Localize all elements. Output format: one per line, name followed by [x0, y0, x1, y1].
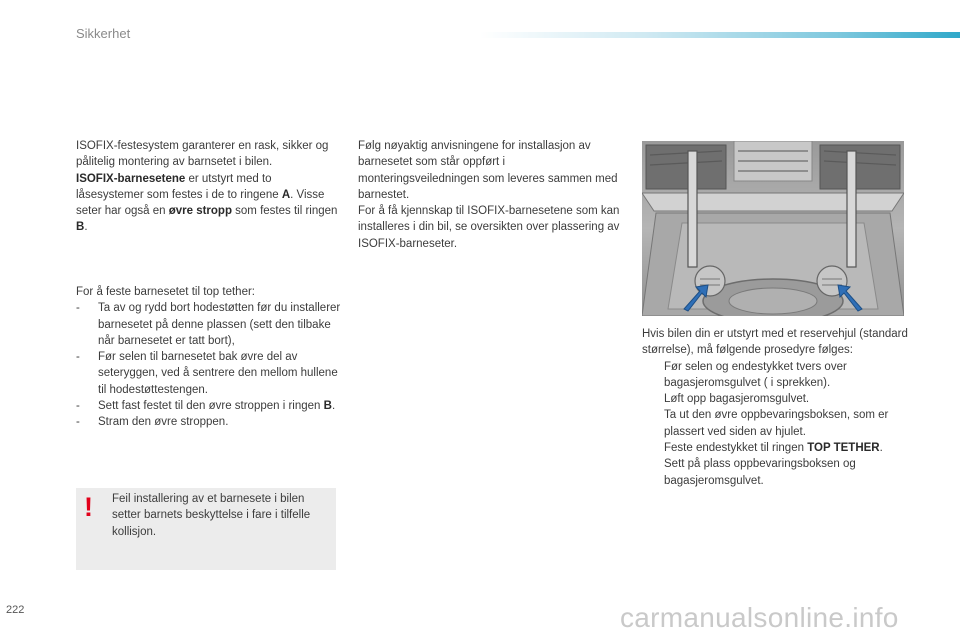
list-item: - Ta av og rydd bort hodestøtten før du installerer barnesetet på denne plassen (sett den tilbake når barnesetet er tatt bort),: [76, 302, 341, 347]
list-item: Feste endestykket til ringen TOP TETHER.: [664, 442, 883, 455]
ring-a-label: A: [281, 188, 291, 201]
list-item: - Før selen til barnesetet bak øvre del av seteryggen, ved å sentrere den mellom hullene til hodestøttestengen.: [76, 351, 338, 396]
page-number: 222: [6, 604, 25, 616]
trunk-isofix-photo: [642, 141, 904, 316]
warning-text: Feil installering av et barnesete i bilen setter barnets beskyttelse i fare i tilfelle kollisjon.: [112, 493, 311, 538]
list-item: Før selen og endestykket tvers over bagasjeromsgulvet ( i sprekken).: [664, 360, 847, 389]
spare-wheel-procedure: [642, 326, 910, 489]
top-tether-procedure: [76, 284, 344, 431]
list-item: - Sett fast festet til den øvre stroppen i ringen B.: [76, 400, 336, 413]
upper-strap-term: øvre stropp: [168, 205, 232, 218]
spare-intro: Hvis bilen din er utstyrt med et reservehjul (standard størrelse), må følgende prosedyre følges:: [642, 328, 908, 357]
list-item: Sett på plass oppbevaringsboksen og bagasjeromsgulvet.: [664, 458, 856, 487]
list-item: - Stram den øvre stroppen.: [76, 416, 229, 429]
isofix-seats-term: ISOFIX-barnesetene: [76, 172, 186, 185]
install-paragraph-2: For å få kjennskap til ISOFIX-barnesetene som kan installeres i din bil, se oversikten over plassering av ISOFIX-barneseter.: [358, 205, 620, 250]
list-item: Ta ut den øvre oppbevaringsboksen, som er plassert ved siden av hjulet.: [664, 409, 889, 438]
isofix-intro-text: ISOFIX-festesystem garanterer en rask, sikker og pålitelig montering av barnsetet i bilen. ISOFIX-barnesetene er utstyrt med to låsesystemer som festes i de to ringene A. Visse seter har også en øvre stropp som festes til ringen B.: [76, 140, 338, 234]
warning-box: [76, 488, 336, 570]
header-bar: [480, 32, 960, 38]
section-label: Sikkerhet: [76, 26, 131, 41]
warning-icon: !: [84, 492, 93, 522]
install-paragraph-1: Følg nøyaktig anvisningene for installasjon av barnesetet som står oppført i monteringsveiledningen som leveres sammen med barnestet.: [358, 140, 618, 201]
list-item: Løft opp bagasjeromsgulvet.: [664, 393, 810, 406]
watermark: carmanualsonline.info: [620, 602, 899, 633]
tether-intro: For å feste barnesetet til top tether:: [76, 286, 255, 298]
ring-b-label: B: [76, 221, 85, 234]
install-instructions: [358, 138, 620, 252]
